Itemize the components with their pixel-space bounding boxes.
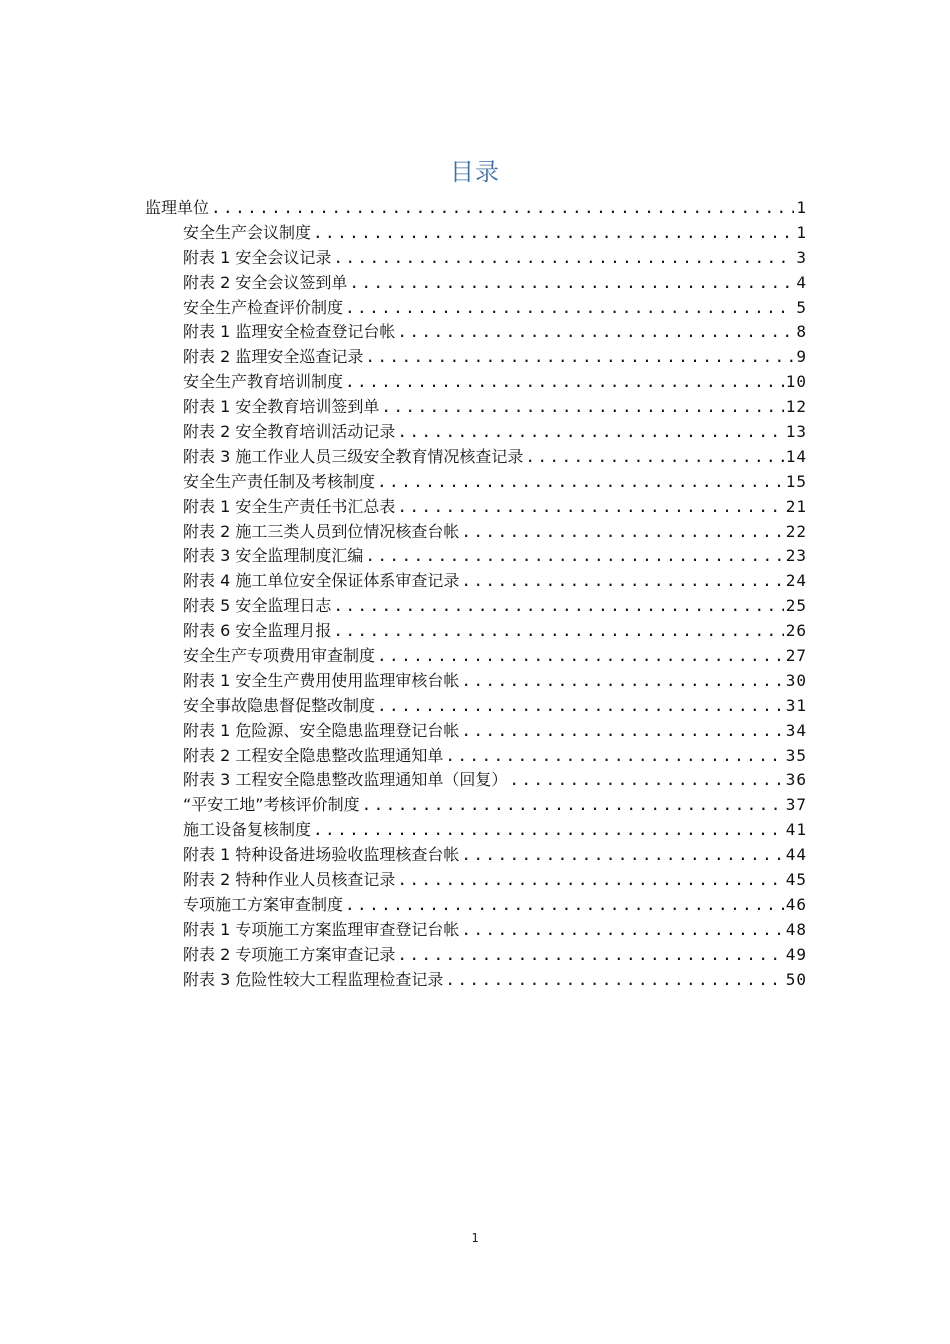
toc-dot-leader xyxy=(345,296,794,321)
toc-entry-label: 安全生产责任制及考核制度 xyxy=(183,471,376,491)
toc-dot-leader xyxy=(333,246,794,271)
toc-entry-page: 41 xyxy=(785,820,807,840)
toc-dot-leader xyxy=(381,395,783,420)
toc-entry-label: 安全生产教育培训制度 xyxy=(183,372,344,392)
toc-entry[interactable] xyxy=(145,495,807,520)
toc-entry-label: 附表 2 特种作业人员核查记录 xyxy=(183,870,396,890)
toc-dot-leader xyxy=(377,644,784,669)
toc-entry-label: 附表 1 安全生产责任书汇总表 xyxy=(183,496,396,516)
toc-entry-page: 30 xyxy=(785,670,807,690)
toc-dot-leader xyxy=(509,768,783,793)
toc-entry-page: 4 xyxy=(796,272,807,292)
toc-entry-label: 监理单位 xyxy=(145,198,210,217)
toc-dot-leader xyxy=(461,918,783,943)
toc-dot-leader xyxy=(333,619,783,644)
toc-entry[interactable] xyxy=(145,320,807,345)
toc-entry[interactable] xyxy=(145,744,807,769)
toc-dot-leader xyxy=(345,893,784,918)
toc-entry-page: 1 xyxy=(796,222,807,242)
toc-dot-leader xyxy=(461,569,783,594)
toc-entry[interactable] xyxy=(145,345,807,370)
toc-dot-leader xyxy=(461,843,783,868)
toc-entry-label: 安全生产会议制度 xyxy=(183,222,312,242)
toc-dot-leader xyxy=(333,594,783,619)
toc-entry[interactable] xyxy=(145,370,807,395)
toc-entry-page: 14 xyxy=(785,446,807,466)
toc-entry[interactable] xyxy=(145,296,807,321)
toc-entry-page: 45 xyxy=(785,870,807,890)
toc-entry[interactable] xyxy=(145,719,807,744)
toc-entry-label: 安全生产检查评价制度 xyxy=(183,297,344,317)
toc-dot-leader xyxy=(362,793,784,818)
toc-entry-label: 附表 3 施工作业人员三级安全教育情况核查记录 xyxy=(183,446,524,466)
toc-entry-page: 21 xyxy=(785,496,807,516)
toc-dot-leader xyxy=(211,196,794,221)
toc-entry-page: 10 xyxy=(785,372,807,392)
toc-entry-page: 23 xyxy=(785,546,807,566)
toc-entry[interactable] xyxy=(145,420,807,445)
toc-entry-label: “平安工地”考核评价制度 xyxy=(183,795,360,815)
toc-dot-leader xyxy=(365,345,794,370)
toc-entry-page: 22 xyxy=(785,521,807,541)
toc-entry-label: 附表 1 监理安全检查登记台帐 xyxy=(183,322,396,342)
toc-entry[interactable] xyxy=(145,470,807,495)
toc-entry[interactable] xyxy=(145,669,807,694)
toc-entry-page: 8 xyxy=(796,322,807,342)
toc-entry-label: 专项施工方案审查制度 xyxy=(183,894,344,914)
toc-dot-leader xyxy=(397,420,783,445)
toc-entry-label: 附表 2 专项施工方案审查记录 xyxy=(183,944,396,964)
toc-entry[interactable] xyxy=(145,943,807,968)
toc-entry[interactable] xyxy=(145,619,807,644)
toc-entry-label: 附表 1 危险源、安全隐患监理登记台帐 xyxy=(183,720,460,740)
toc-entry-label: 附表 3 工程安全隐患整改监理通知单（回复） xyxy=(183,770,508,790)
toc-entry-page: 37 xyxy=(785,795,807,815)
toc-entry[interactable] xyxy=(145,644,807,669)
toc-entry-page: 35 xyxy=(785,745,807,765)
table-of-contents xyxy=(145,196,807,993)
toc-entry-page: 15 xyxy=(785,471,807,491)
toc-entry-page: 48 xyxy=(785,919,807,939)
toc-entry[interactable] xyxy=(145,968,807,993)
toc-dot-leader xyxy=(377,470,784,495)
toc-dot-leader xyxy=(313,818,784,843)
toc-entry-label: 附表 3 危险性较大工程监理检查记录 xyxy=(183,969,444,989)
toc-dot-leader xyxy=(525,445,783,470)
toc-entry-label: 附表 4 施工单位安全保证体系审查记录 xyxy=(183,571,460,591)
toc-entry-page: 12 xyxy=(785,397,807,417)
toc-entry[interactable] xyxy=(145,520,807,545)
toc-dot-leader xyxy=(397,320,794,345)
toc-entry-label: 附表 5 安全监理日志 xyxy=(183,596,332,616)
toc-dot-leader xyxy=(397,943,783,968)
toc-entry-label: 附表 6 安全监理月报 xyxy=(183,621,332,641)
toc-entry-label: 附表 2 安全会议签到单 xyxy=(183,272,348,292)
toc-entry-label: 附表 3 安全监理制度汇编 xyxy=(183,546,364,566)
toc-entry[interactable] xyxy=(145,544,807,569)
toc-entry[interactable] xyxy=(145,793,807,818)
toc-entry-label: 施工设备复核制度 xyxy=(183,820,312,840)
toc-entry[interactable] xyxy=(145,843,807,868)
toc-entry[interactable] xyxy=(145,271,807,296)
toc-entry[interactable] xyxy=(145,445,807,470)
toc-entry[interactable] xyxy=(145,221,807,246)
toc-dot-leader xyxy=(377,694,784,719)
toc-entry-page: 36 xyxy=(785,770,807,790)
toc-entry-page: 27 xyxy=(785,646,807,666)
toc-entry[interactable] xyxy=(145,868,807,893)
toc-entry-page: 5 xyxy=(796,297,807,317)
toc-dot-leader xyxy=(349,271,794,296)
toc-entry-label: 附表 2 施工三类人员到位情况核查台帐 xyxy=(183,521,460,541)
toc-entry-page: 34 xyxy=(785,720,807,740)
toc-entry-page: 25 xyxy=(785,596,807,616)
toc-dot-leader xyxy=(445,744,783,769)
toc-entry[interactable] xyxy=(145,918,807,943)
toc-dot-leader xyxy=(445,968,783,993)
toc-entry-label: 附表 2 安全教育培训活动记录 xyxy=(183,422,396,442)
toc-entry[interactable] xyxy=(145,818,807,843)
toc-entry-page: 13 xyxy=(785,422,807,442)
toc-entry[interactable] xyxy=(145,569,807,594)
toc-entry-label: 附表 1 专项施工方案监理审查登记台帐 xyxy=(183,919,460,939)
toc-entry-page: 50 xyxy=(785,969,807,989)
toc-entry-page: 44 xyxy=(785,845,807,865)
toc-entry[interactable] xyxy=(145,768,807,793)
toc-entry-page: 3 xyxy=(796,247,807,267)
toc-dot-leader xyxy=(365,544,783,569)
page-title: 目录 xyxy=(450,158,500,186)
toc-entry-label: 附表 2 监理安全巡查记录 xyxy=(183,347,364,367)
toc-entry-page: 1 xyxy=(796,198,807,217)
toc-entry[interactable] xyxy=(145,395,807,420)
toc-dot-leader xyxy=(397,495,783,520)
toc-entry-label: 安全生产专项费用审查制度 xyxy=(183,646,376,666)
toc-dot-leader xyxy=(397,868,783,893)
toc-dot-leader xyxy=(345,370,784,395)
toc-entry-label: 附表 1 安全会议记录 xyxy=(183,247,332,267)
toc-entry-label: 附表 2 工程安全隐患整改监理通知单 xyxy=(183,745,444,765)
toc-entry-page: 24 xyxy=(785,571,807,591)
toc-entry-label: 附表 1 安全生产费用使用监理审核台帐 xyxy=(183,670,460,690)
toc-dot-leader xyxy=(461,669,783,694)
toc-entry-page: 49 xyxy=(785,944,807,964)
toc-entry[interactable] xyxy=(145,694,807,719)
toc-entry[interactable] xyxy=(145,893,807,918)
toc-dot-leader xyxy=(461,520,783,545)
toc-entry-label: 附表 1 安全教育培训签到单 xyxy=(183,397,380,417)
page-number: 1 xyxy=(471,1231,479,1245)
toc-entry-page: 9 xyxy=(796,347,807,367)
toc-entry-page: 31 xyxy=(785,695,807,715)
toc-entry-label: 安全事故隐患督促整改制度 xyxy=(183,695,376,715)
toc-entry[interactable] xyxy=(145,246,807,271)
toc-entry-page: 46 xyxy=(785,894,807,914)
toc-entry[interactable] xyxy=(145,196,807,221)
toc-entry-page: 26 xyxy=(785,621,807,641)
toc-entry[interactable] xyxy=(145,594,807,619)
toc-dot-leader xyxy=(313,221,794,246)
toc-dot-leader xyxy=(461,719,783,744)
toc-entry-label: 附表 1 特种设备进场验收监理核查台帐 xyxy=(183,845,460,865)
